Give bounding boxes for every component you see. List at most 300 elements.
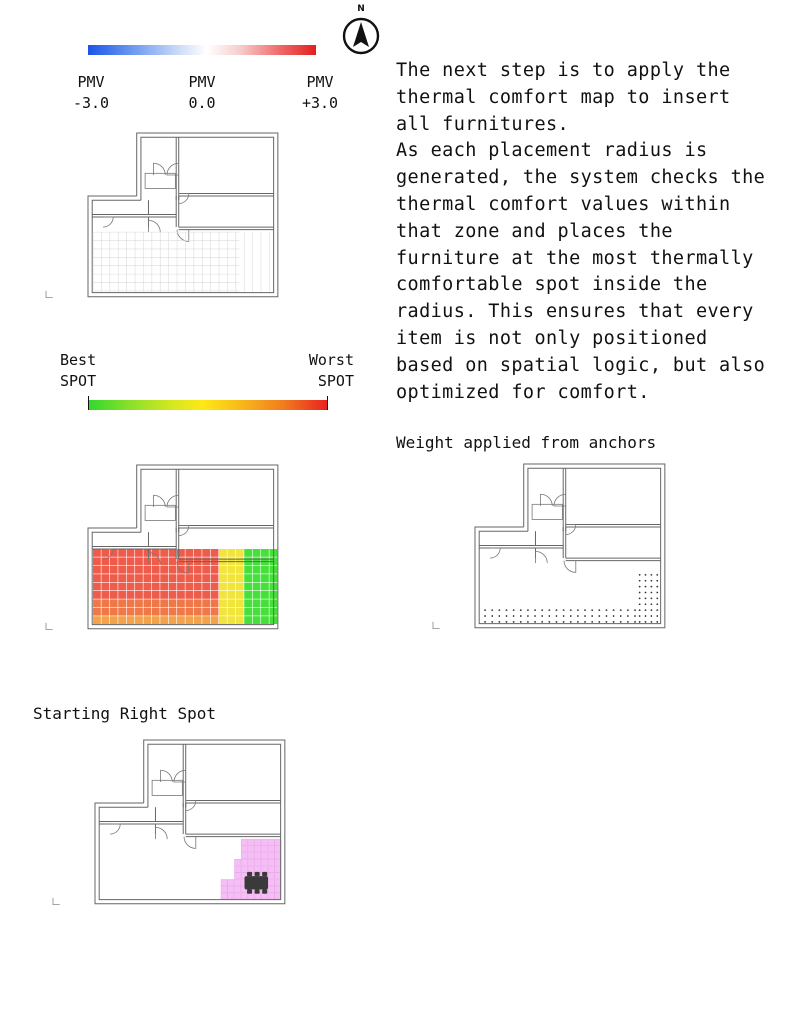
heat-cell — [143, 566, 151, 574]
heat-cell — [160, 608, 168, 616]
heat-cell — [118, 599, 126, 607]
anchor-dot — [620, 615, 622, 617]
door-swing — [179, 193, 189, 203]
heat-cell — [127, 599, 135, 607]
heat-cell — [152, 599, 160, 607]
heat-cell — [177, 591, 185, 599]
heat-cell — [211, 566, 219, 574]
anchors-caption: Weight applied from anchors — [396, 433, 657, 452]
heat-cell — [101, 591, 109, 599]
heat-cell — [135, 566, 143, 574]
anchor-dot — [627, 615, 629, 617]
heat-cell — [211, 599, 219, 607]
pmv-max-label: PMV +3.0 — [301, 73, 339, 112]
heat-cell — [127, 616, 135, 624]
zone-cell — [241, 893, 247, 899]
heat-cell — [127, 608, 135, 616]
stair-box — [145, 173, 175, 188]
heat-cell — [110, 608, 118, 616]
heat-cell — [118, 591, 126, 599]
chair — [247, 890, 252, 894]
heat-cell — [135, 608, 143, 616]
anchor-dot — [651, 574, 653, 576]
heat-cell — [219, 549, 227, 557]
heat-cell — [160, 549, 168, 557]
zone-cell — [275, 853, 281, 859]
furniture-table-icon — [245, 872, 269, 894]
heat-cell — [152, 616, 160, 624]
anchor-dot — [613, 609, 615, 611]
anchor-dot — [651, 592, 653, 594]
anchor-dot — [656, 592, 658, 594]
anchor-dot — [645, 621, 647, 623]
stair-box — [152, 780, 182, 795]
anchor-dot — [645, 574, 647, 576]
anchor-dot — [639, 609, 641, 611]
anchor-dot — [634, 615, 636, 617]
heat-cell — [261, 566, 269, 574]
anchor-dot — [570, 615, 572, 617]
heat-cell — [135, 574, 143, 582]
starting-spot-caption: Starting Right Spot — [33, 704, 217, 723]
anchor-dot — [484, 621, 486, 623]
anchor-dot — [591, 621, 593, 623]
anchor-dot — [645, 586, 647, 588]
heat-cell — [253, 608, 261, 616]
heat-cell — [236, 574, 244, 582]
heat-cell — [202, 616, 210, 624]
anchor-dot — [534, 615, 536, 617]
heat-cell — [185, 608, 193, 616]
zone-cell — [275, 893, 281, 899]
heat-cell — [211, 616, 219, 624]
zone-cell — [275, 873, 281, 879]
zone-cell — [221, 886, 227, 892]
heat-cell — [93, 566, 101, 574]
zone-cell — [268, 846, 274, 852]
heat-cell — [135, 591, 143, 599]
heat-cell — [211, 574, 219, 582]
door-swing — [184, 837, 196, 849]
zone-cell — [255, 859, 261, 865]
anchor-dot — [541, 609, 543, 611]
door-swing — [177, 230, 189, 242]
zone-cell — [275, 886, 281, 892]
heat-cell — [143, 599, 151, 607]
heat-cell — [261, 599, 269, 607]
chair — [262, 890, 267, 894]
zone-cell — [221, 893, 227, 899]
heat-cell — [253, 591, 261, 599]
zone-cell — [275, 839, 281, 845]
zone-cell — [261, 859, 267, 865]
heat-cell — [152, 583, 160, 591]
zone-cell — [248, 853, 254, 859]
heat-cell — [194, 549, 202, 557]
heat-cell — [202, 549, 210, 557]
heat-cell — [135, 599, 143, 607]
heat-cell — [227, 608, 235, 616]
heat-cell — [202, 574, 210, 582]
heat-cell — [244, 583, 252, 591]
anchor-dot — [639, 586, 641, 588]
zone-cell — [228, 879, 234, 885]
zone-cell — [255, 866, 261, 872]
anchor-dot — [527, 609, 529, 611]
anchor-dot — [639, 574, 641, 576]
zone-cell — [275, 859, 281, 865]
heat-cell — [160, 599, 168, 607]
anchor-dot — [639, 598, 641, 600]
anchor-dot — [656, 609, 658, 611]
anchor-dot — [656, 615, 658, 617]
heat-cell — [253, 616, 261, 624]
floor-plan-walls — [46, 133, 278, 298]
heat-cell — [253, 549, 261, 557]
heat-cell — [219, 599, 227, 607]
plan-pmv-map — [30, 128, 270, 338]
heat-cell — [118, 616, 126, 624]
pmv-mid-label: PMV 0.0 — [188, 73, 216, 112]
anchor-dot — [563, 621, 565, 623]
heat-cell — [169, 566, 177, 574]
anchor-dot — [606, 621, 608, 623]
heat-cell — [211, 549, 219, 557]
heat-cell — [143, 616, 151, 624]
heat-cell — [236, 599, 244, 607]
anchor-dot — [520, 609, 522, 611]
zone-cell — [268, 859, 274, 865]
heat-cell — [101, 599, 109, 607]
zone-cell — [261, 853, 267, 859]
heat-cell — [93, 549, 101, 557]
anchor-dot — [584, 615, 586, 617]
heat-cell — [219, 591, 227, 599]
anchor-dot — [598, 621, 600, 623]
heat-cell — [169, 591, 177, 599]
heat-cell — [244, 591, 252, 599]
heat-cell — [261, 583, 269, 591]
heat-cell — [101, 608, 109, 616]
heat-cell — [244, 549, 252, 557]
heat-cell — [152, 608, 160, 616]
heat-cell — [169, 557, 177, 565]
anchor-dot — [634, 621, 636, 623]
anchor-dot — [541, 615, 543, 617]
heat-cell — [127, 549, 135, 557]
heat-cell — [236, 591, 244, 599]
zone-cell — [268, 879, 274, 885]
heat-cell — [219, 566, 227, 574]
heat-cell — [227, 566, 235, 574]
anchor-dot — [656, 580, 658, 582]
table-top — [245, 876, 269, 889]
heat-cell — [127, 566, 135, 574]
zone-cell — [268, 873, 274, 879]
heat-cell — [244, 574, 252, 582]
anchor-dot — [577, 609, 579, 611]
anchor-dot — [656, 621, 658, 623]
zone-cell — [241, 859, 247, 865]
anchor-dot — [584, 609, 586, 611]
heat-cell — [152, 566, 160, 574]
anchor-dot — [527, 615, 529, 617]
anchor-dots — [484, 574, 658, 623]
anchor-dot — [556, 609, 558, 611]
plan-comfort-heatmap — [30, 460, 270, 670]
anchor-dot — [484, 615, 486, 617]
heat-cell — [227, 599, 235, 607]
anchor-dot — [498, 609, 500, 611]
heat-cell — [253, 566, 261, 574]
heat-cell — [110, 574, 118, 582]
heat-cell — [219, 583, 227, 591]
heat-cell — [135, 583, 143, 591]
zone-cell — [234, 866, 240, 872]
door-swing — [535, 551, 547, 563]
door-swing — [564, 561, 576, 573]
door-swing — [179, 525, 189, 535]
zone-cell — [275, 846, 281, 852]
anchor-dot — [548, 621, 550, 623]
plan-starting-spot — [70, 740, 310, 950]
anchor-dot — [556, 615, 558, 617]
zone-cell — [234, 873, 240, 879]
heat-cell — [101, 566, 109, 574]
pmv-min-label: PMV -3.0 — [72, 73, 110, 112]
heat-cell — [169, 549, 177, 557]
zone-cell — [268, 839, 274, 845]
heat-cell — [185, 566, 193, 574]
anchor-dot — [651, 621, 653, 623]
zone-cell — [275, 866, 281, 872]
zone-cell — [255, 893, 261, 899]
zone-cell — [261, 893, 267, 899]
anchor-dot — [639, 603, 641, 605]
zone-cell — [228, 886, 234, 892]
zone-cell — [221, 879, 227, 885]
heat-cell — [177, 549, 185, 557]
best-spot-label: Best SPOT — [60, 351, 97, 390]
heat-cell — [135, 549, 143, 557]
corner-mark — [433, 622, 440, 629]
anchor-dot — [606, 615, 608, 617]
zone-cell — [248, 866, 254, 872]
zone-cell — [228, 893, 234, 899]
heat-cell — [211, 591, 219, 599]
heat-cell — [244, 599, 252, 607]
heat-cell — [202, 566, 210, 574]
anchor-dot — [556, 621, 558, 623]
anchor-dot — [613, 621, 615, 623]
heat-cell — [211, 608, 219, 616]
heat-cell — [253, 599, 261, 607]
zone-cell — [241, 846, 247, 852]
heat-cell — [185, 591, 193, 599]
heat-cell — [127, 557, 135, 565]
heat-cell — [261, 591, 269, 599]
anchor-dot — [645, 603, 647, 605]
heat-cell — [127, 591, 135, 599]
anchor-dot — [520, 615, 522, 617]
anchor-dot — [513, 621, 515, 623]
door-swing — [566, 524, 576, 534]
heat-cell — [236, 549, 244, 557]
heat-cell — [185, 549, 193, 557]
corner-mark — [46, 623, 53, 630]
heat-cell — [185, 583, 193, 591]
heat-cell — [177, 608, 185, 616]
heat-cell — [227, 574, 235, 582]
anchor-dot — [513, 615, 515, 617]
heat-cell — [160, 591, 168, 599]
heat-cell — [135, 557, 143, 565]
anchor-dot — [639, 580, 641, 582]
anchor-dot — [639, 592, 641, 594]
heat-cell — [118, 574, 126, 582]
anchor-dot — [645, 615, 647, 617]
zone-cell — [241, 853, 247, 859]
anchor-dot — [645, 592, 647, 594]
heat-cell — [127, 574, 135, 582]
door-swing — [148, 220, 160, 232]
anchor-dot — [491, 621, 493, 623]
anchor-dot — [620, 621, 622, 623]
heat-cell — [227, 616, 235, 624]
heat-cell — [160, 616, 168, 624]
chair — [255, 872, 260, 876]
anchor-dot — [506, 621, 508, 623]
anchor-dot — [598, 609, 600, 611]
heat-cell — [261, 616, 269, 624]
heat-cell — [261, 549, 269, 557]
zone-cell — [268, 853, 274, 859]
heat-cell — [236, 616, 244, 624]
chair — [262, 872, 267, 876]
heat-cell — [194, 591, 202, 599]
heat-cell — [118, 566, 126, 574]
heat-cell — [177, 574, 185, 582]
heat-cell — [143, 583, 151, 591]
heat-cell — [143, 608, 151, 616]
heat-cell — [110, 599, 118, 607]
chair — [247, 872, 252, 876]
chair — [255, 890, 260, 894]
heat-cell — [118, 583, 126, 591]
heat-cell — [202, 591, 210, 599]
heat-cell — [160, 574, 168, 582]
anchor-dot — [606, 609, 608, 611]
zone-cell — [255, 846, 261, 852]
heat-cell — [185, 616, 193, 624]
description-text: The next step is to apply the thermal comfort map to insert all furnitures. As each placement radius is generated, the system checks the thermal comfort values within that zone and places the furniture at the most thermally comfortable spot inside the radius. This ensures that every item is not only positioned based on spatial logic, but also optimized for comfort. — [396, 60, 766, 403]
heat-cell — [143, 591, 151, 599]
heat-cell — [110, 591, 118, 599]
heat-cell — [160, 557, 168, 565]
anchor-dot — [634, 609, 636, 611]
heat-cell — [177, 583, 185, 591]
door-swing — [103, 217, 113, 227]
heat-cell — [244, 608, 252, 616]
anchor-dot — [484, 609, 486, 611]
anchor-dot — [656, 603, 658, 605]
anchor-dot — [520, 621, 522, 623]
zone-cell — [248, 893, 254, 899]
anchor-dot — [651, 603, 653, 605]
heat-cell — [169, 608, 177, 616]
heat-cell — [194, 616, 202, 624]
heat-cell — [185, 599, 193, 607]
anchor-dot — [651, 615, 653, 617]
spot-scale-left-tick — [88, 396, 89, 410]
anchor-dot — [527, 621, 529, 623]
heat-cell — [101, 549, 109, 557]
zone-cell — [255, 853, 261, 859]
zone-cell — [268, 886, 274, 892]
heat-cell — [169, 599, 177, 607]
anchor-dot — [656, 574, 658, 576]
heat-cell — [160, 566, 168, 574]
anchor-dot — [627, 609, 629, 611]
heat-cell — [194, 599, 202, 607]
heat-cell — [202, 608, 210, 616]
heat-cell — [143, 574, 151, 582]
anchor-dot — [620, 609, 622, 611]
corner-mark — [53, 898, 60, 905]
zone-cell — [261, 839, 267, 845]
anchor-dot — [563, 615, 565, 617]
heat-cell — [160, 583, 168, 591]
heat-cell — [118, 608, 126, 616]
heat-cell — [93, 574, 101, 582]
heat-cell — [202, 583, 210, 591]
zone-cell — [261, 846, 267, 852]
heat-cell — [152, 591, 160, 599]
pmv-color-scale — [88, 45, 316, 55]
anchor-dot — [541, 621, 543, 623]
heat-cell — [219, 608, 227, 616]
anchor-dot — [656, 598, 658, 600]
heat-cell — [227, 583, 235, 591]
heat-cell — [261, 574, 269, 582]
anchor-dot — [613, 615, 615, 617]
anchor-dot — [627, 621, 629, 623]
zone-cell — [234, 879, 240, 885]
heat-cell — [194, 608, 202, 616]
door-swing — [490, 548, 500, 558]
heat-cell — [169, 574, 177, 582]
anchor-dot — [506, 609, 508, 611]
heat-cell — [110, 557, 118, 565]
anchor-dot — [577, 615, 579, 617]
door-swing — [155, 827, 167, 839]
anchor-dot — [513, 609, 515, 611]
north-indicator — [340, 4, 382, 56]
north-label: N — [357, 4, 365, 14]
heat-cell — [244, 566, 252, 574]
zone-cell — [248, 839, 254, 845]
heat-cell — [143, 557, 151, 565]
floor-plan-walls — [433, 464, 665, 629]
anchor-dot — [570, 621, 572, 623]
heat-cell — [135, 616, 143, 624]
zone-cell — [261, 866, 267, 872]
zone-cell — [234, 859, 240, 865]
heat-cell — [253, 574, 261, 582]
heat-cell — [177, 616, 185, 624]
anchor-dot — [534, 609, 536, 611]
heat-cell — [236, 583, 244, 591]
